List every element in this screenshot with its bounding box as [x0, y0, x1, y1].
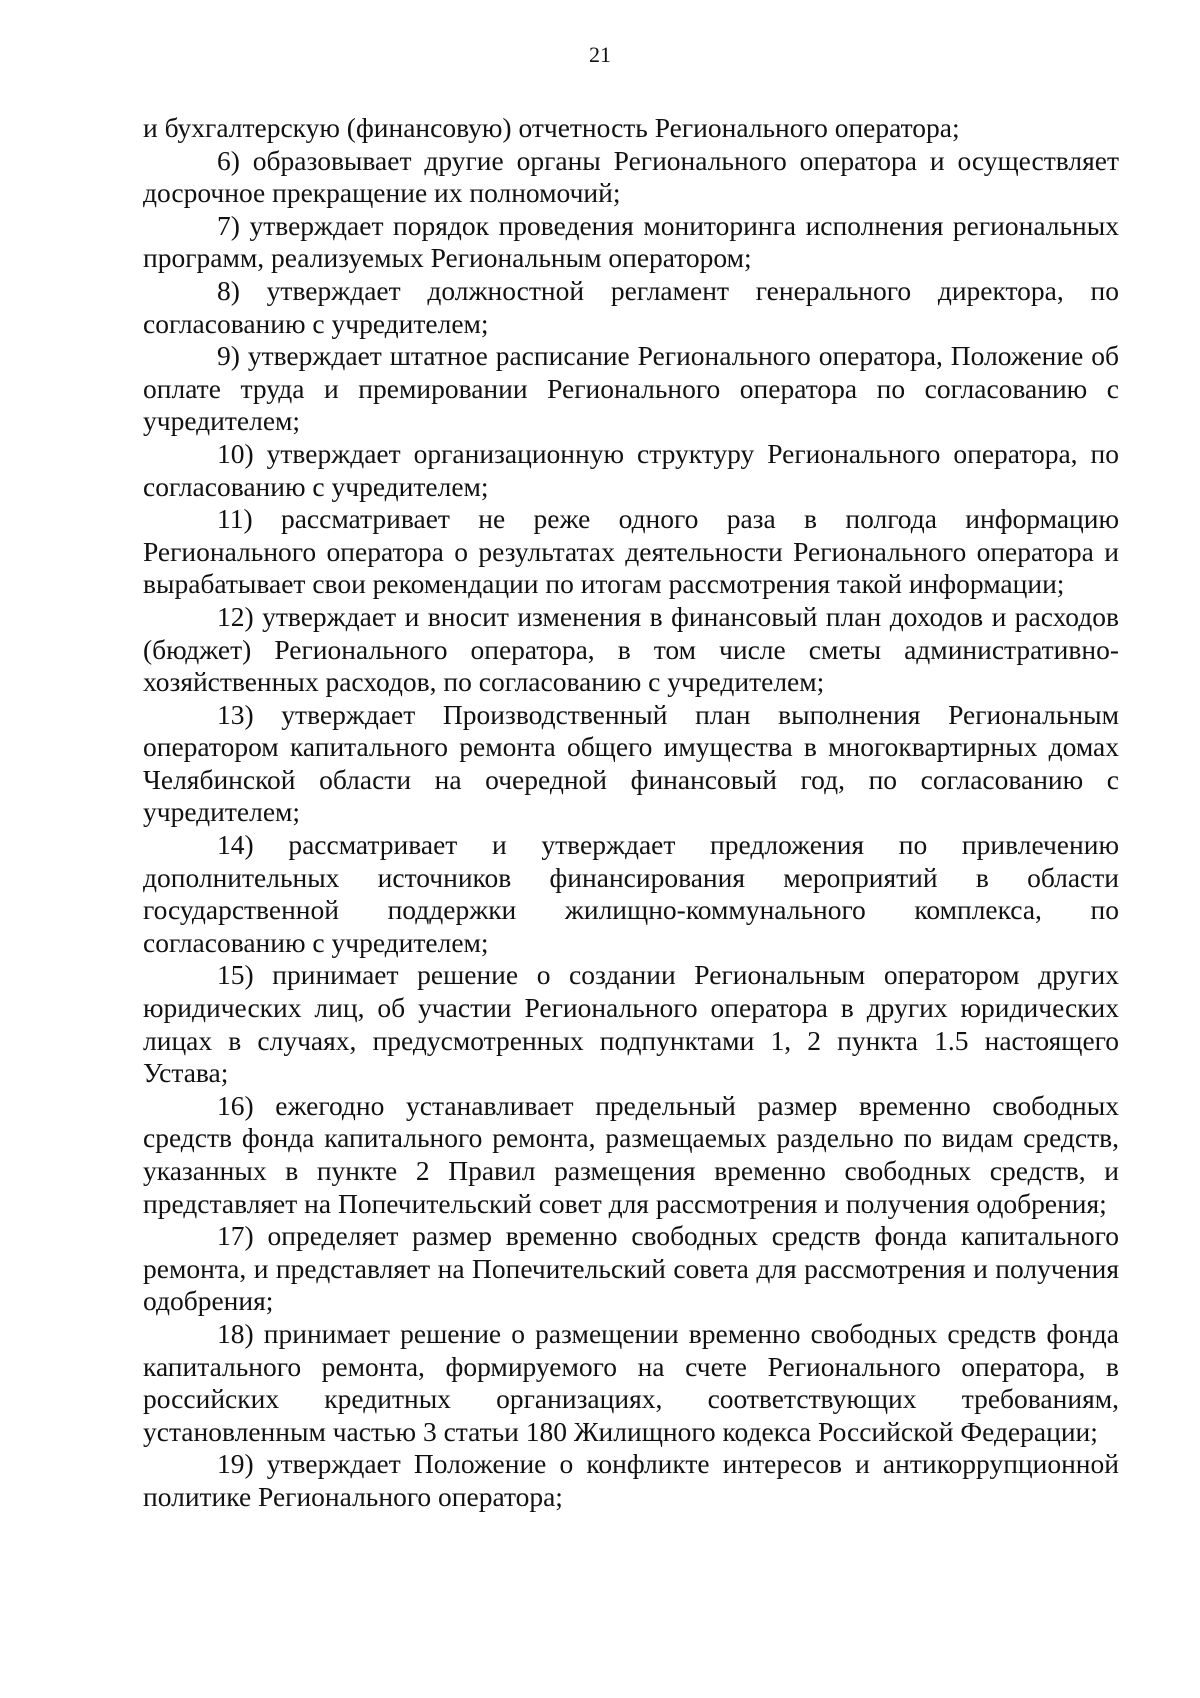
- paragraph-item-14: 14) рассматривает и утверждает предложения по привлечению дополнительных источников финансирования мероприятий в области государственной поддержки жилищно-коммунального комплекса, по согласованию с учредителем;: [143, 829, 1119, 958]
- paragraph-item-13: 13) утверждает Производственный план выполнения Региональным оператором капитального ремонта общего имущества в многоквартирных домах Челябинской области на очередной финансовый год, по согласованию с учредителем;: [143, 698, 1119, 828]
- page-number: 21: [589, 42, 611, 67]
- paragraph-item-7: 7) утверждает порядок проведения мониторинга исполнения региональных программ, реализуемых Региональным оператором;: [143, 209, 1119, 274]
- paragraph-item-10: 10) утверждает организационную структуру Регионального оператора, по согласованию с учредителем;: [143, 437, 1119, 502]
- paragraph-item-15: 15) принимает решение о создании Региональным оператором других юридических лиц, об участии Регионального оператора в других юридических лицах в случаях, предусмотренных подпунктами 1, 2 пункта 1.5 настоящего Устава;: [143, 959, 1119, 1089]
- paragraph-item-9: 9) утверждает штатное расписание Регионального оператора, Положение об оплате труда и премировании Регионального оператора по согласованию с учредителем;: [143, 340, 1119, 437]
- paragraph-item-8: 8) утверждает должностной регламент генерального директора, по согласованию с учредителем;: [143, 274, 1119, 339]
- document-body: [143, 112, 1119, 1514]
- paragraph-item-16: 16) ежегодно устанавливает предельный размер временно свободных средств фонда капитального ремонта, размещаемых раздельно по видам средств, указанных в пункте 2 Правил размещения временно свободных средств, и представляет на Попечительский совет для рассмотрения и получения одобрения;: [143, 1089, 1119, 1219]
- paragraph-item-6: 6) образовывает другие органы Регионального оператора и осуществляет досрочное прекращение их полномочий;: [143, 144, 1119, 209]
- paragraph-item-18: 18) принимает решение о размещении временно свободных средств фонда капитального ремонта, формируемого на счете Регионального оператора, в российских кредитных организациях, соответствующих требованиям, установленным частью 3 статьи 180 Жилищного кодекса Российской Федерации;: [143, 1317, 1119, 1447]
- paragraph-item-12: 12) утверждает и вносит изменения в финансовый план доходов и расходов (бюджет) Регионального оператора, в том числе сметы административно-хозяйственных расходов, по согласованию с учредителем;: [143, 600, 1119, 698]
- paragraph-item-11: 11) рассматривает не реже одного раза в полгода информацию Регионального оператора о результатах деятельности Регионального оператора и вырабатывает свои рекомендации по итогам рассмотрения такой информации;: [143, 503, 1119, 600]
- paragraph-item-19: 19) утверждает Положение о конфликте интересов и антикоррупционной политике Регионального оператора;: [143, 1448, 1119, 1512]
- paragraph-continuation: и бухгалтерскую (финансовую) отчетность Регионального оператора;: [143, 112, 960, 143]
- paragraph-item-17: 17) определяет размер временно свободных средств фонда капитального ремонта, и представляет на Попечительский совета для рассмотрения и получения одобрения;: [143, 1220, 1119, 1317]
